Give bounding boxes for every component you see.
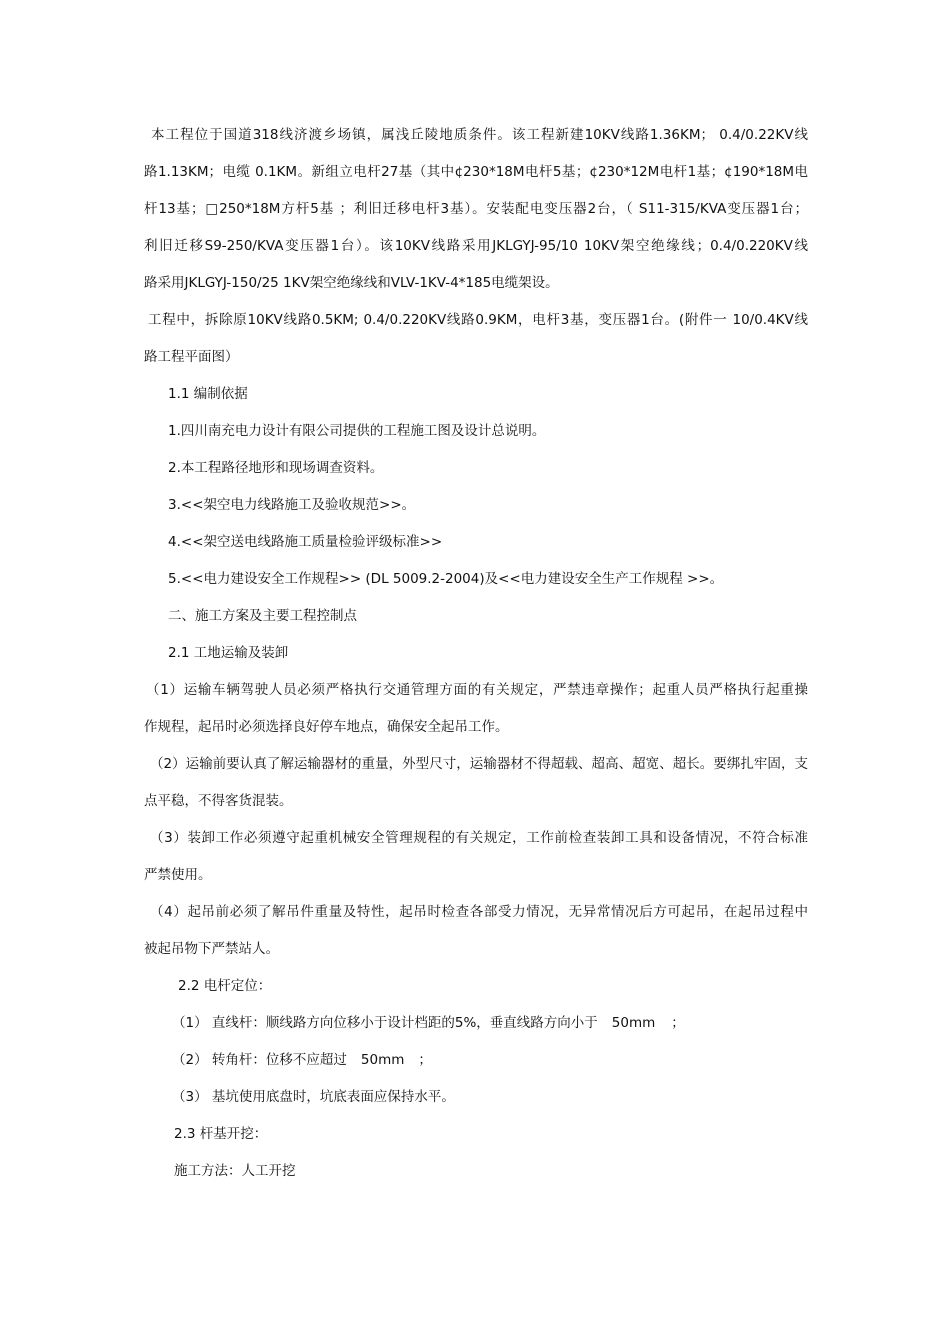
section-2-2-heading: 2.2 电杆定位： bbox=[178, 978, 272, 994]
section-1-1-heading: 1.1 编制依据 bbox=[168, 386, 248, 402]
pole-item-3: （3） 基坑使用底盘时，坑底表面应保持水平。 bbox=[172, 1089, 455, 1105]
intro-line-1: 本工程位于国道318线济渡乡场镇，属浅丘陵地质条件。该工程新建10KV线路1.36KM； 0.4/0.22KV线 bbox=[150, 127, 808, 143]
transport-item-3-line-1: （3）装卸工作必须遵守起重机械安全管理规程的有关规定，工作前检查装卸工具和设备情况，不符合标准 bbox=[150, 830, 808, 846]
removal-line-1: 工程中，拆除原10KV线路0.5KM; 0.4/0.220KV线路0.9KM，电杆3基，变压器1台。(附件一 10/0.4KV线 bbox=[148, 312, 808, 328]
pole-item-1 bbox=[172, 1014, 685, 1032]
basis-item-5: 5.<<电力建设安全工作规程>> (DL 5009.2-2004)及<<电力建设安全生产工作规程 >>。 bbox=[168, 571, 724, 587]
transport-item-2-line-1: （2）运输前要认真了解运输器材的重量，外型尺寸，运输器材不得超载、超高、超宽、超长。要绑扎牢固，支 bbox=[150, 756, 808, 772]
transport-item-4-line-2: 被起吊物下严禁站人。 bbox=[144, 941, 279, 957]
pole-item-2 bbox=[172, 1051, 432, 1069]
pole-item-2-text: （2） 转角杆：位移不应超过 bbox=[172, 1052, 347, 1068]
pole-item-1-end: ； bbox=[671, 1015, 685, 1031]
intro-line-5: 路采用JKLGYJ-150/25 1KV架空绝缘线和VLV-1KV-4*185电缆架设。 bbox=[144, 275, 559, 291]
removal-line-2: 路工程平面图） bbox=[144, 349, 239, 365]
pole-item-1-value: 50mm bbox=[611, 1015, 656, 1031]
intro-line-4: 利旧迁移S9-250/KVA变压器1台）。该10KV线路采用JKLGYJ-95/10 10KV架空绝缘线；0.4/0.220KV线 bbox=[144, 238, 808, 254]
transport-item-2-line-2: 点平稳，不得客货混装。 bbox=[144, 793, 293, 809]
construction-method: 施工方法：人工开挖 bbox=[174, 1163, 296, 1179]
section-2-heading: 二、施工方案及主要工程控制点 bbox=[168, 608, 357, 624]
transport-item-1-line-1: （1）运输车辆驾驶人员必须严格执行交通管理方面的有关规定，严禁违章操作；起重人员严格执行起重操 bbox=[146, 682, 808, 698]
transport-item-1-line-2: 作规程，起吊时必须选择良好停车地点，确保安全起吊工作。 bbox=[144, 719, 509, 735]
intro-line-2: 路1.13KM；电缆 0.1KM。新组立电杆27基（其中¢230*18M电杆5基；¢230*12M电杆1基；¢190*18M电 bbox=[144, 164, 808, 180]
basis-item-4: 4.<<架空送电线路施工质量检验评级标准>> bbox=[168, 534, 443, 550]
pole-item-1-text: （1） 直线杆：顺线路方向位移小于设计档距的5%，垂直线路方向小于 bbox=[172, 1015, 598, 1031]
section-2-3-heading: 2.3 杆基开挖： bbox=[174, 1126, 268, 1142]
intro-line-3: 杆13基；□250*18M方杆5基 ；利旧迁移电杆3基）。安装配电变压器2台，（ S11-315/KVA变压器1台； bbox=[144, 201, 808, 217]
pole-item-2-value: 50mm bbox=[360, 1052, 405, 1068]
basis-item-1: 1.四川南充电力设计有限公司提供的工程施工图及设计总说明。 bbox=[168, 423, 546, 439]
pole-item-2-end: ； bbox=[418, 1052, 432, 1068]
basis-item-3: 3.<<架空电力线路施工及验收规范>>。 bbox=[168, 497, 416, 513]
transport-item-4-line-1: （4）起吊前必须了解吊件重量及特性，起吊时检查各部受力情况，无异常情况后方可起吊，在起吊过程中 bbox=[150, 904, 808, 920]
basis-item-2: 2.本工程路径地形和现场调查资料。 bbox=[168, 460, 384, 476]
transport-item-3-line-2: 严禁使用。 bbox=[144, 867, 212, 883]
section-2-1-heading: 2.1 工地运输及装卸 bbox=[168, 645, 289, 661]
